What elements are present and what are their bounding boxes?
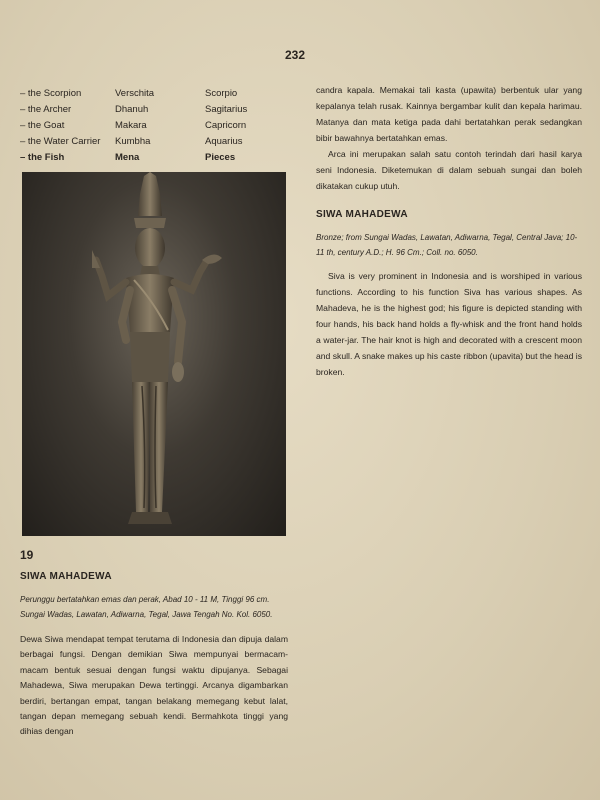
zodiac-row: [20, 150, 290, 166]
zodiac-sanskrit: Makara: [115, 120, 147, 131]
zodiac-row: [20, 102, 290, 118]
zodiac-latin: Pieces: [205, 152, 236, 163]
left-caption: Perunggu bertatahkan emas dan perak, Abad 10 - 11 M, Tinggi 96 cm. Sungai Wadas, Lawatan, Adiwarna, Tegal, Jawa Tengah No. Kol. 6050.: [20, 595, 273, 619]
zodiac-latin: Sagitarius: [205, 104, 248, 115]
zodiac-sanskrit: Kumbha: [115, 136, 151, 147]
zodiac-latin: Aquarius: [205, 136, 243, 147]
right-intro-text: [316, 82, 582, 194]
zodiac-english: – the Archer: [20, 104, 72, 115]
right-paragraph-2: Arca ini merupakan salah satu contoh terindah dari hasil karya seni Indonesia. Diketemukan di dalam sebuah sungai dan boleh dikatakan cukup utuh.: [316, 149, 582, 191]
zodiac-english: – the Goat: [20, 120, 65, 131]
zodiac-english: – the Water Carrier: [20, 136, 101, 147]
right-body-text: [316, 268, 582, 380]
zodiac-latin: Capricorn: [205, 120, 247, 131]
right-paragraph-1: candra kapala. Memakai tali kasta (upawita) berbentuk ular yang kepalanya telah rusak. Kainnya bergambar kulit dan kepala harimau. Matanya dan mata ketiga pada dahi bertatahkan perak sedangkan bibir bawahnya bertatahkan emas.: [316, 85, 582, 143]
zodiac-english: – the Fish: [20, 152, 65, 163]
zodiac-sanskrit: Mena: [115, 152, 140, 163]
left-title: SIWA MAHADEWA: [20, 571, 112, 582]
zodiac-sanskrit: Dhanuh: [115, 104, 149, 115]
zodiac-english: – the Scorpion: [20, 88, 82, 99]
zodiac-sanskrit: Verschita: [115, 88, 155, 99]
zodiac-row: [20, 118, 290, 134]
right-title: SIWA MAHADEWA: [316, 209, 408, 220]
bronze-statue-illustration: [22, 172, 286, 536]
zodiac-latin: Scorpio: [205, 88, 238, 99]
zodiac-row: [20, 134, 290, 150]
zodiac-table: [20, 86, 290, 166]
page-number: 232: [285, 48, 306, 62]
zodiac-row: [20, 86, 290, 102]
right-caption: Bronze; from Sungai Wadas, Lawatan, Adiwarna, Tegal, Central Java; 10-11 th, century A.D.; H. 96 Cm.; Coll. no. 6050.: [316, 233, 578, 257]
right-body-paragraph: Siva is very prominent in Indonesia and is worshiped in various functions. According to his function Siva has various shapes. As Mahadeva, he is the highest god; his figure is depicted standing with four hands, his back hand holds a fly-whisk and the front hand holds a water-jar. The hair knot is high and decorated with a crescent moon and skull. A snake makes up his caste ribbon (upavita) but the head is broken.: [316, 271, 582, 377]
statue-photograph: [22, 172, 286, 536]
left-body-text: Dewa Siwa mendapat tempat terutama di Indonesia dan dipuja dalam berbagai fungsi. Dengan demikian Siwa mempunyai bermacam-macam bentuk sesuai dengan fungsi waktu dipujanya. Sebagai Mahadewa, Siwa merupakan Dewa tertinggi. Arcanya digambarkan berdiri, bertangan empat, tangan belakang memegang kebut lalat, tangan depan memegang sebuah kendi. Bermahkota tinggi yang dihias dengan: [20, 634, 288, 737]
plate-number: 19: [20, 548, 34, 562]
